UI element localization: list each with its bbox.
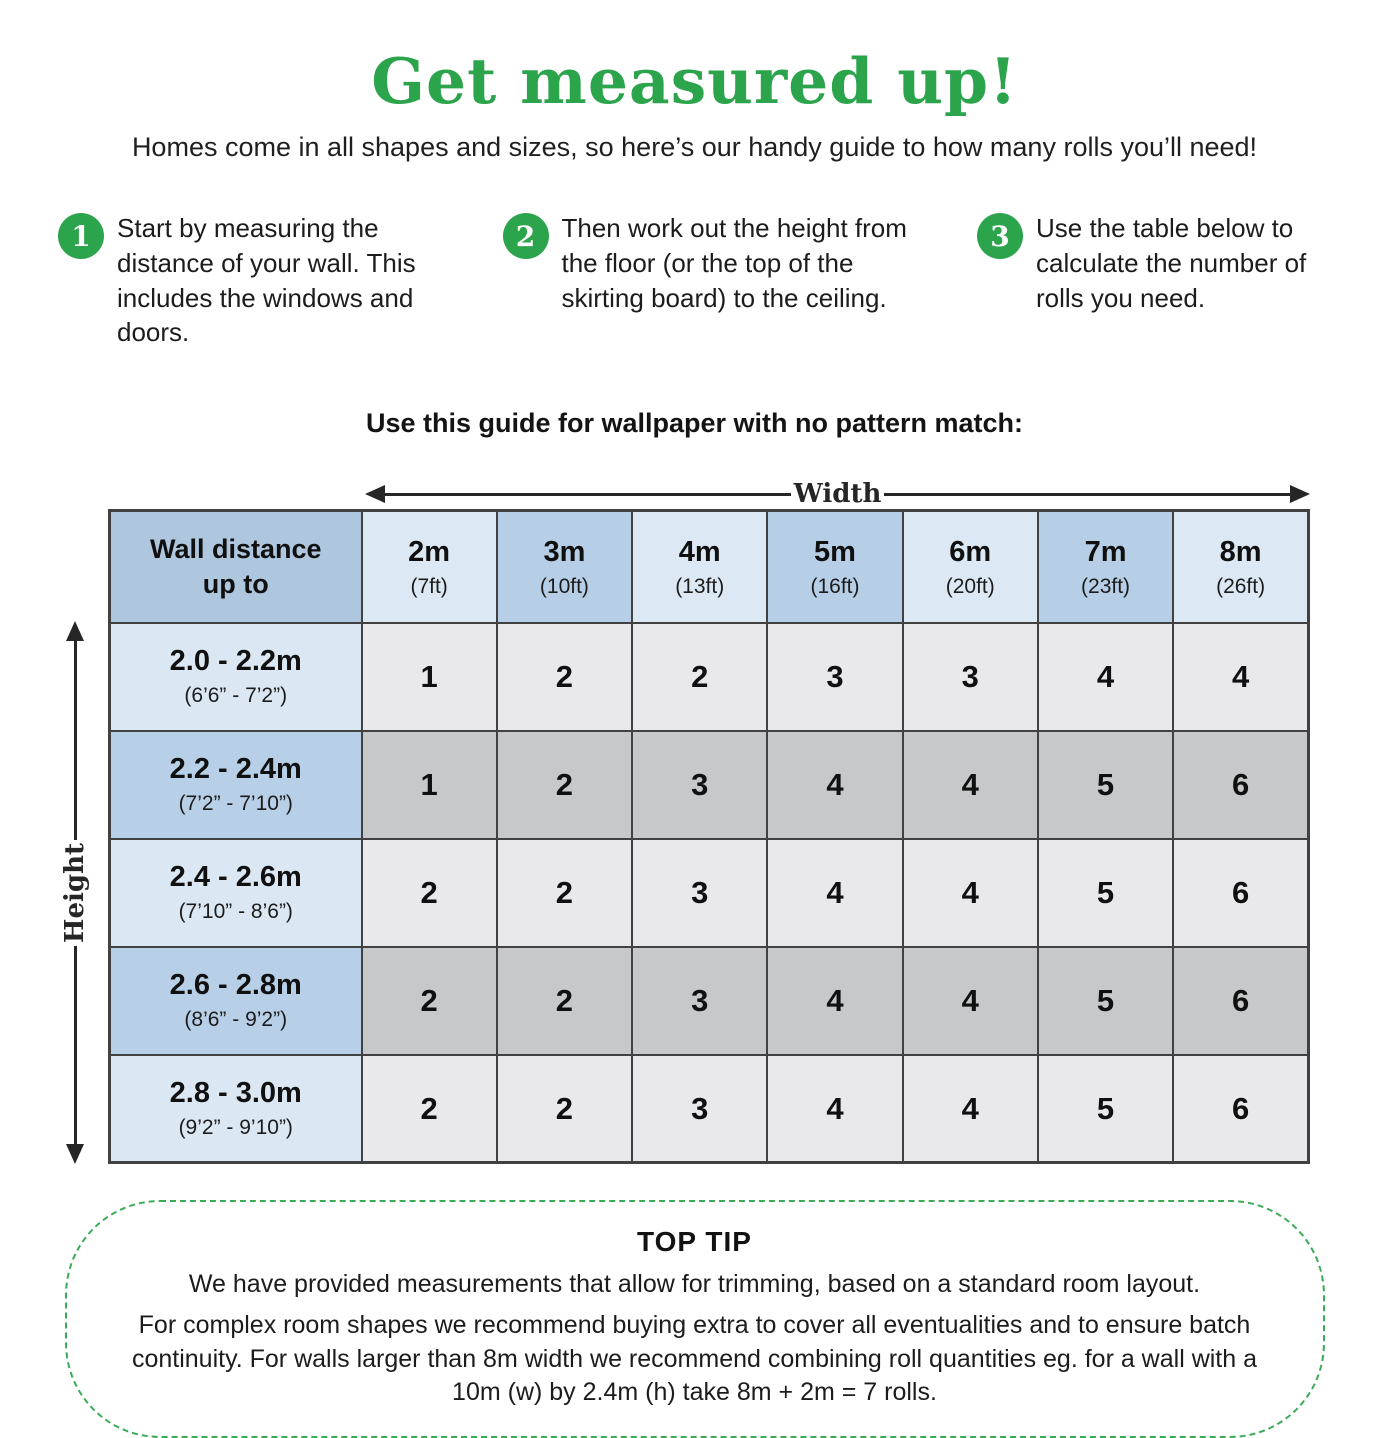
rolls-count-cell: 2 xyxy=(497,839,632,947)
wall-distance-ft: (7’10” - 8’6”) xyxy=(178,900,293,924)
rolls-count-cell: 5 xyxy=(1038,731,1173,839)
rolls-count-cell: 4 xyxy=(767,731,902,839)
width-header-5m xyxy=(767,511,902,623)
rolls-count-cell: 2 xyxy=(497,731,632,839)
width-axis-arrow xyxy=(365,479,1310,509)
rolls-count-cell: 5 xyxy=(1038,839,1173,947)
page-subtitle: Homes come in all shapes and sizes, so here’s our handy guide to how many rolls you’ll need! xyxy=(131,132,1258,162)
width-header-m: 4m xyxy=(678,535,721,568)
width-header-4m xyxy=(632,511,767,623)
step-1-number-badge: 1 xyxy=(58,213,104,259)
rolls-count-cell: 4 xyxy=(903,947,1038,1055)
rolls-count-cell: 2 xyxy=(497,623,632,731)
width-header-2m xyxy=(362,511,497,623)
rolls-count-cell: 6 xyxy=(1173,731,1308,839)
wall-distance-m: 2.8 - 3.0m xyxy=(169,1077,302,1110)
height-arrow-line xyxy=(74,641,77,839)
rolls-count-cell: 4 xyxy=(767,839,902,947)
wall-distance-m: 2.4 - 2.6m xyxy=(169,861,302,894)
corner-header-line1: Wall distance xyxy=(149,533,322,564)
rolls-count-cell: 2 xyxy=(632,623,767,731)
top-tip-line-2: For complex room shapes we recommend buying extra to cover all eventualities and to ensure batch continuity. For walls larger than 8m width we recommend combining roll quantities eg. for a wall with a 10m (w) by 2.4m (h) take 8m + 2m = 7 rolls. xyxy=(131,1311,1258,1407)
wall-distance-m: 2.2 - 2.4m xyxy=(169,753,302,786)
width-header-7m xyxy=(1038,511,1173,623)
wall-distance-ft: (6’6” - 7’2”) xyxy=(184,684,288,708)
step-1-text: Start by measuring the distance of your wall. This includes the windows and doors. xyxy=(117,213,416,348)
arrowhead-down-icon xyxy=(66,1144,84,1164)
width-header-3m xyxy=(497,511,632,623)
top-tip-heading: TOP TIP xyxy=(637,1226,752,1258)
wall-distance-ft: (8’6” - 9’2”) xyxy=(184,1008,288,1032)
width-arrow-line xyxy=(385,493,791,496)
table-header-row xyxy=(110,511,1309,623)
width-header-ft: (10ft) xyxy=(539,574,589,598)
rolls-count-cell: 1 xyxy=(362,623,497,731)
wall-distance-cell xyxy=(110,731,362,839)
rolls-count-cell: 5 xyxy=(1038,1055,1173,1163)
rolls-count-cell: 2 xyxy=(497,1055,632,1163)
width-header-m: 7m xyxy=(1084,535,1127,568)
width-header-m: 6m xyxy=(949,535,992,568)
rolls-count-cell: 4 xyxy=(903,1055,1038,1163)
rolls-count-cell: 3 xyxy=(632,1055,767,1163)
steps-row xyxy=(58,211,1337,350)
rolls-count-cell: 6 xyxy=(1173,1055,1308,1163)
corner-header-cell xyxy=(110,511,362,623)
width-header-m: 5m xyxy=(814,535,856,568)
height-arrow-line xyxy=(74,946,77,1144)
rolls-count-cell: 1 xyxy=(362,731,497,839)
rolls-count-cell: 3 xyxy=(632,731,767,839)
rolls-count-cell: 4 xyxy=(903,731,1038,839)
top-tip-box xyxy=(65,1200,1325,1438)
rolls-count-cell: 2 xyxy=(497,947,632,1055)
wall-distance-cell xyxy=(110,947,362,1055)
width-header-ft: (16ft) xyxy=(810,574,860,598)
width-header-m: 2m xyxy=(408,535,451,568)
step-2-text: Then work out the height from the floor (or the top of the skirting board) to the ceiling. xyxy=(561,213,907,313)
rolls-count-cell: 4 xyxy=(1038,623,1173,731)
rolls-count-cell: 6 xyxy=(1173,947,1308,1055)
rolls-count-cell: 4 xyxy=(1173,623,1308,731)
width-header-8m xyxy=(1173,511,1308,623)
rolls-count-cell: 2 xyxy=(362,947,497,1055)
table-heading: Use this guide for wallpaper with no pattern match: xyxy=(365,408,1024,439)
table-row xyxy=(110,1055,1309,1163)
width-header-ft: (23ft) xyxy=(1081,574,1131,598)
rolls-count-cell: 2 xyxy=(362,1055,497,1163)
wall-distance-ft: (7’2” - 7’10”) xyxy=(178,792,293,816)
rolls-count-cell: 3 xyxy=(632,839,767,947)
corner-header-line2: up to xyxy=(202,569,269,600)
height-axis-arrow xyxy=(62,621,88,1164)
rolls-count-cell: 3 xyxy=(632,947,767,1055)
top-tip-line-1: We have provided measurements that allow for trimming, based on a standard room layout. xyxy=(188,1270,1201,1299)
rolls-count-cell: 2 xyxy=(362,839,497,947)
wall-distance-m: 2.6 - 2.8m xyxy=(169,969,302,1002)
arrowhead-left-icon xyxy=(365,485,385,503)
table-row xyxy=(110,731,1309,839)
width-header-m: 3m xyxy=(543,535,586,568)
width-header-ft: (7ft) xyxy=(410,574,448,598)
rolls-table xyxy=(108,509,1310,1164)
height-axis-label: Height xyxy=(60,842,90,943)
rolls-count-cell: 4 xyxy=(767,947,902,1055)
page-title: Get measured up! xyxy=(371,44,1018,118)
arrowhead-right-icon xyxy=(1290,485,1310,503)
rolls-table-section xyxy=(60,479,1310,1164)
table-row xyxy=(110,623,1309,731)
wall-distance-cell xyxy=(110,1055,362,1163)
width-axis-label: Width xyxy=(793,479,882,510)
rolls-count-cell: 5 xyxy=(1038,947,1173,1055)
table-row xyxy=(110,839,1309,947)
step-2 xyxy=(503,211,933,350)
rolls-count-cell: 4 xyxy=(767,1055,902,1163)
table-row xyxy=(110,947,1309,1055)
step-3 xyxy=(977,211,1337,350)
wall-distance-ft: (9’2” - 9’10”) xyxy=(178,1116,293,1140)
width-header-ft: (20ft) xyxy=(945,574,995,598)
rolls-count-cell: 6 xyxy=(1173,839,1308,947)
width-header-ft: (26ft) xyxy=(1216,574,1266,598)
wall-distance-m: 2.0 - 2.2m xyxy=(169,645,302,678)
rolls-count-cell: 3 xyxy=(767,623,902,731)
arrowhead-up-icon xyxy=(66,621,84,641)
width-header-6m xyxy=(903,511,1038,623)
step-3-text: Use the table below to calculate the number of rolls you need. xyxy=(1036,213,1307,313)
step-2-number-badge: 2 xyxy=(503,213,549,259)
step-3-number-badge: 3 xyxy=(977,213,1023,259)
rolls-count-cell: 3 xyxy=(903,623,1038,731)
wall-distance-cell xyxy=(110,839,362,947)
step-1 xyxy=(58,211,458,350)
width-arrow-line xyxy=(884,493,1290,496)
wall-distance-cell xyxy=(110,623,362,731)
width-header-m: 8m xyxy=(1219,535,1262,568)
rolls-count-cell: 4 xyxy=(903,839,1038,947)
width-header-ft: (13ft) xyxy=(675,574,725,598)
